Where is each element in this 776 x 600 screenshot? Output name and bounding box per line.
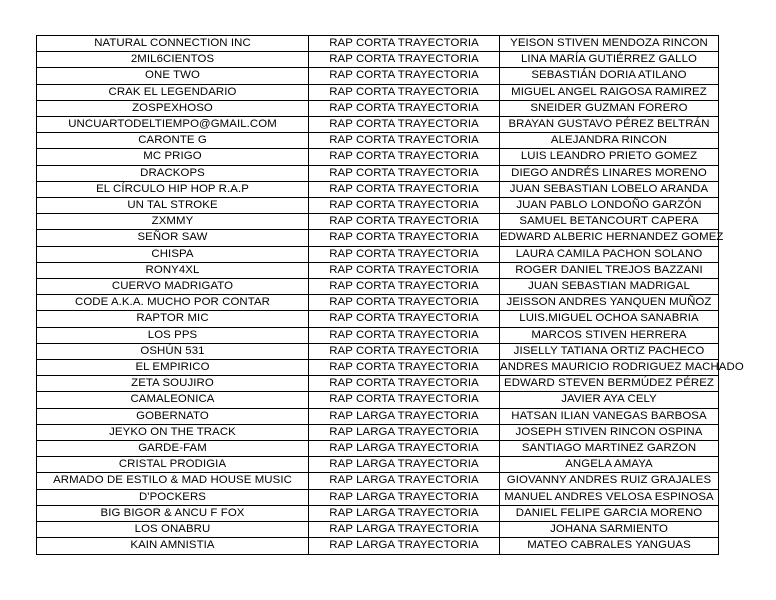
representative-name-cell: JUAN SEBASTIAN LOBELO ARANDA	[500, 181, 719, 197]
table-row	[37, 343, 719, 359]
category-cell: RAP CORTA TRAYECTORIA	[309, 360, 500, 376]
table-row	[37, 457, 719, 473]
representative-name-cell: LAURA CAMILA PACHON SOLANO	[500, 246, 719, 262]
table-row	[37, 279, 719, 295]
representative-name-cell: JEISSON ANDRES YANQUEN MUÑOZ	[500, 295, 719, 311]
artist-name-cell: JEYKO ON THE TRACK	[37, 424, 309, 440]
category-cell: RAP LARGA TRAYECTORIA	[309, 522, 500, 538]
table-row	[37, 522, 719, 538]
table-row	[37, 68, 719, 84]
representative-name-cell: ANGELA AMAYA	[500, 457, 719, 473]
category-cell: RAP CORTA TRAYECTORIA	[309, 279, 500, 295]
table-row	[37, 473, 719, 489]
representative-name-cell: JOHANA SARMIENTO	[500, 522, 719, 538]
artist-name-cell: ZETA SOUJIRO	[37, 376, 309, 392]
category-cell: RAP CORTA TRAYECTORIA	[309, 343, 500, 359]
representative-name-cell: GIOVANNY ANDRES RUIZ GRAJALES	[500, 473, 719, 489]
artist-name-cell: CODE A.K.A. MUCHO POR CONTAR	[37, 295, 309, 311]
category-cell: RAP CORTA TRAYECTORIA	[309, 100, 500, 116]
table-row	[37, 489, 719, 505]
table-row	[37, 100, 719, 116]
artist-name-cell: KAIN AMNISTIA	[37, 538, 309, 554]
table-row	[37, 198, 719, 214]
table-row	[37, 295, 719, 311]
table-row	[37, 441, 719, 457]
representative-name-cell: DANIEL FELIPE GARCIA MORENO	[500, 505, 719, 521]
artist-name-cell: ONE TWO	[37, 68, 309, 84]
table-row	[37, 424, 719, 440]
table-row	[37, 214, 719, 230]
representative-name-cell: JUAN SEBASTIAN MADRIGAL	[500, 279, 719, 295]
category-cell: RAP CORTA TRAYECTORIA	[309, 117, 500, 133]
representative-name-cell: ANDRES MAURICIO RODRIGUEZ MACHADO	[500, 360, 719, 376]
artist-name-cell: D'POCKERS	[37, 489, 309, 505]
representative-name-cell: SNEIDER GUZMAN FORERO	[500, 100, 719, 116]
artist-name-cell: LOS ONABRU	[37, 522, 309, 538]
table-row	[37, 36, 719, 52]
category-cell: RAP CORTA TRAYECTORIA	[309, 376, 500, 392]
artist-name-cell: EL CÍRCULO HIP HOP R.A.P	[37, 181, 309, 197]
artist-name-cell: SEÑOR SAW	[37, 230, 309, 246]
representative-name-cell: LINA MARÍA GUTIÉRREZ GALLO	[500, 52, 719, 68]
category-cell: RAP CORTA TRAYECTORIA	[309, 84, 500, 100]
category-cell: RAP CORTA TRAYECTORIA	[309, 133, 500, 149]
participants-table-body	[37, 36, 744, 555]
artist-name-cell: ZXMMY	[37, 214, 309, 230]
category-cell: RAP CORTA TRAYECTORIA	[309, 262, 500, 278]
artist-name-cell: CARONTE G	[37, 133, 309, 149]
category-cell: RAP CORTA TRAYECTORIA	[309, 36, 500, 52]
table-row	[37, 230, 719, 246]
table-row	[37, 181, 719, 197]
artist-name-cell: GARDE-FAM	[37, 441, 309, 457]
table-row	[37, 360, 719, 376]
artist-name-cell: CAMALEONICA	[37, 392, 309, 408]
category-cell: RAP LARGA TRAYECTORIA	[309, 505, 500, 521]
representative-name-cell: MIGUEL ANGEL RAIGOSA RAMIREZ	[500, 84, 719, 100]
category-cell: RAP CORTA TRAYECTORIA	[309, 181, 500, 197]
participants-table	[36, 35, 744, 555]
artist-name-cell: 2MIL6CIENTOS	[37, 52, 309, 68]
representative-name-cell: YEISON STIVEN MENDOZA RINCON	[500, 36, 719, 52]
representative-name-cell: EDWARD ALBERIC HERNANDEZ GOMEZ	[500, 230, 719, 246]
artist-name-cell: UN TAL STROKE	[37, 198, 309, 214]
representative-name-cell: JAVIER AYA CELY	[500, 392, 719, 408]
category-cell: RAP CORTA TRAYECTORIA	[309, 311, 500, 327]
category-cell: RAP CORTA TRAYECTORIA	[309, 68, 500, 84]
artist-name-cell: GOBERNATO	[37, 408, 309, 424]
category-cell: RAP CORTA TRAYECTORIA	[309, 214, 500, 230]
table-row	[37, 149, 719, 165]
category-cell: RAP CORTA TRAYECTORIA	[309, 52, 500, 68]
artist-name-cell: UNCUARTODELTIEMPO@GMAIL.COM	[37, 117, 309, 133]
table-row	[37, 327, 719, 343]
category-cell: RAP LARGA TRAYECTORIA	[309, 473, 500, 489]
artist-name-cell: CUERVO MADRIGATO	[37, 279, 309, 295]
representative-name-cell: HATSAN ILIAN VANEGAS BARBOSA	[500, 408, 719, 424]
representative-name-cell: JUAN PABLO LONDOÑO GARZÓN	[500, 198, 719, 214]
table-row	[37, 505, 719, 521]
artist-name-cell: CHISPA	[37, 246, 309, 262]
representative-name-cell: LUIS.MIGUEL OCHOA SANABRIA	[500, 311, 719, 327]
representative-name-cell: BRAYAN GUSTAVO PÉREZ BELTRÁN	[500, 117, 719, 133]
table-row	[37, 133, 719, 149]
category-cell: RAP LARGA TRAYECTORIA	[309, 538, 500, 554]
category-cell: RAP CORTA TRAYECTORIA	[309, 230, 500, 246]
category-cell: RAP LARGA TRAYECTORIA	[309, 489, 500, 505]
table-row	[37, 376, 719, 392]
representative-name-cell: DIEGO ANDRÉS LINARES MORENO	[500, 165, 719, 181]
representative-name-cell: ROGER DANIEL TREJOS BAZZANI	[500, 262, 719, 278]
artist-name-cell: MC PRIGO	[37, 149, 309, 165]
representative-name-cell: SAMUEL BETANCOURT CAPERA	[500, 214, 719, 230]
category-cell: RAP CORTA TRAYECTORIA	[309, 246, 500, 262]
representative-name-cell: JISELLY TATIANA ORTIZ PACHECO	[500, 343, 719, 359]
artist-name-cell: RONY4XL	[37, 262, 309, 278]
category-cell: RAP LARGA TRAYECTORIA	[309, 408, 500, 424]
table-row	[37, 165, 719, 181]
representative-name-cell: MANUEL ANDRES VELOSA ESPINOSA	[500, 489, 719, 505]
representative-name-cell: SANTIAGO MARTINEZ GARZON	[500, 441, 719, 457]
table-row	[37, 392, 719, 408]
representative-name-cell: JOSEPH STIVEN RINCON OSPINA	[500, 424, 719, 440]
artist-name-cell: EL EMPIRICO	[37, 360, 309, 376]
category-cell: RAP LARGA TRAYECTORIA	[309, 457, 500, 473]
table-row	[37, 538, 719, 554]
artist-name-cell: LOS PPS	[37, 327, 309, 343]
category-cell: RAP CORTA TRAYECTORIA	[309, 149, 500, 165]
artist-name-cell: BIG BIGOR & ANCU F FOX	[37, 505, 309, 521]
category-cell: RAP CORTA TRAYECTORIA	[309, 392, 500, 408]
category-cell: RAP LARGA TRAYECTORIA	[309, 441, 500, 457]
representative-name-cell: MATEO CABRALES YANGUAS	[500, 538, 719, 554]
artist-name-cell: ARMADO DE ESTILO & MAD HOUSE MUSIC	[37, 473, 309, 489]
artist-name-cell: CRAK EL LEGENDARIO	[37, 84, 309, 100]
category-cell: RAP CORTA TRAYECTORIA	[309, 198, 500, 214]
representative-name-cell: LUIS LEANDRO PRIETO GOMEZ	[500, 149, 719, 165]
artist-name-cell: ZOSPEXHOSO	[37, 100, 309, 116]
artist-name-cell: OSHÚN 531	[37, 343, 309, 359]
artist-name-cell: RAPTOR MIC	[37, 311, 309, 327]
table-row	[37, 408, 719, 424]
category-cell: RAP CORTA TRAYECTORIA	[309, 295, 500, 311]
table-row	[37, 84, 719, 100]
artist-name-cell: NATURAL CONNECTION INC	[37, 36, 309, 52]
table-row	[37, 246, 719, 262]
category-cell: RAP CORTA TRAYECTORIA	[309, 165, 500, 181]
artist-name-cell: DRACKOPS	[37, 165, 309, 181]
table-row	[37, 311, 719, 327]
artist-name-cell: CRISTAL PRODIGIA	[37, 457, 309, 473]
representative-name-cell: EDWARD STEVEN BERMÚDEZ PÉREZ	[500, 376, 719, 392]
category-cell: RAP CORTA TRAYECTORIA	[309, 327, 500, 343]
representative-name-cell: ALEJANDRA RINCON	[500, 133, 719, 149]
table-row	[37, 262, 719, 278]
table-row	[37, 52, 719, 68]
category-cell: RAP LARGA TRAYECTORIA	[309, 424, 500, 440]
representative-name-cell: SEBASTIÁN DORIA ATILANO	[500, 68, 719, 84]
representative-name-cell: MARCOS STIVEN HERRERA	[500, 327, 719, 343]
table-row	[37, 117, 719, 133]
